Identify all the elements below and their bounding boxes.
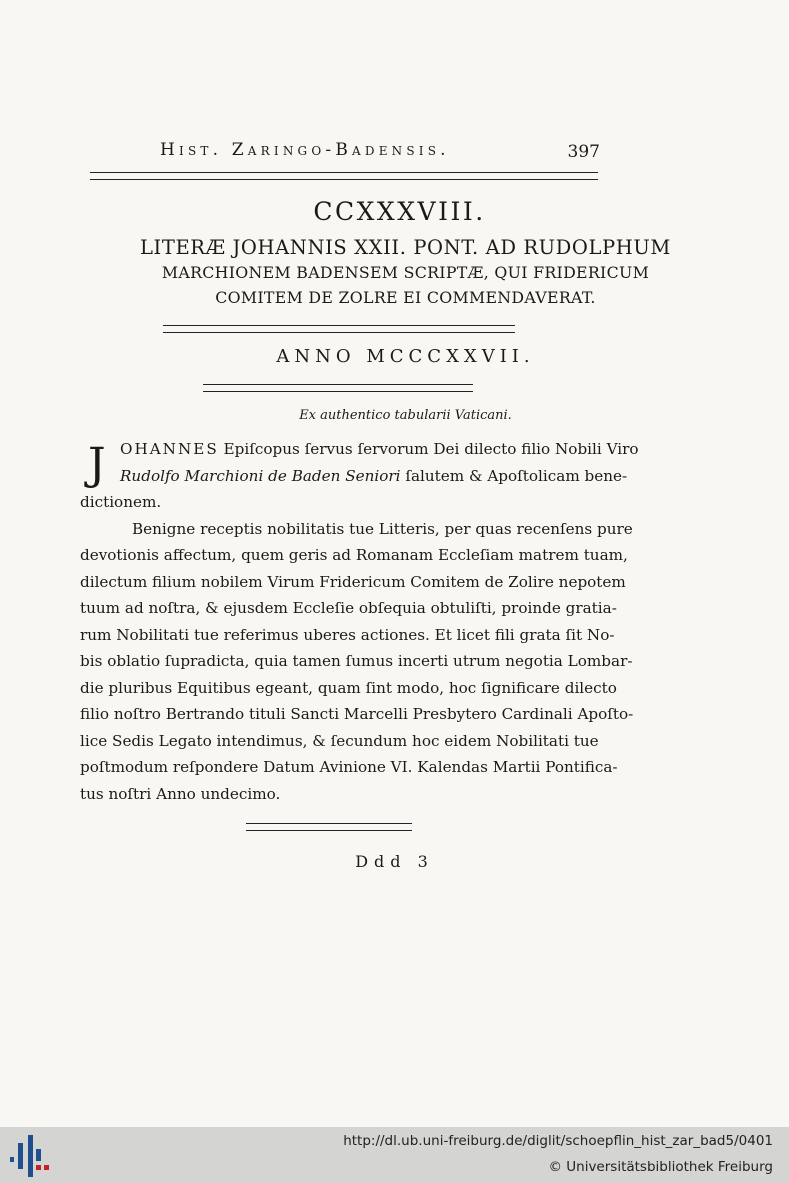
document-numeral: CCXXXVIII. — [313, 197, 486, 226]
paragraph-line: die pluribus Equitibus egeant, quam ſint modo, hoc ſignificare dilecto — [80, 678, 617, 697]
paragraph-line: bis oblatio ſupradicta, quia tamen ſumus incerti utrum negotia Lombar- — [80, 652, 633, 670]
paragraph-line: devotionis affectum, quem geris ad Romanam Eccleſiam matrem tuam, — [80, 546, 628, 564]
paragraph-line: filio noſtro Bertrando tituli Sancti Marcelli Presbytero Cardinali Apoſto- — [80, 705, 634, 723]
letter-line-3: dictionem. — [80, 493, 162, 511]
paragraph-line: lice Sedis Legato intendimus, & ſecundum hoc eidem Nobilitati tue — [80, 731, 599, 750]
source-note: Ex authentico tabularii Vaticani. — [299, 408, 512, 423]
document-year: ANNO MCCCXXVII. — [276, 346, 535, 367]
paragraph-line: tuum ad noſtra, & ejusdem Eccleſie obſequia obtuliſti, proinde gratia- — [80, 599, 617, 617]
line-1-rest: Epiſcopus ſervus ſervorum Dei dilecto filio Nobili Viro — [218, 440, 639, 458]
paragraph-line: dilectum filium nobilem Virum Fridericum Comitem de Zolire nepotem — [80, 572, 626, 591]
viewer-footer — [0, 1127, 789, 1183]
header-double-rule — [90, 172, 598, 180]
title-double-rule — [163, 325, 515, 333]
library-logo-icon — [10, 1135, 50, 1177]
year-double-rule — [203, 384, 473, 392]
drop-cap: J — [88, 439, 106, 490]
page-number: 397 — [567, 142, 600, 162]
letter-body — [80, 436, 639, 807]
document-title-line-3: COMITEM DE ZOLRE EI COMMENDAVERAT. — [215, 288, 596, 307]
running-title: Hist. Zaringo-Badensis. — [160, 140, 450, 160]
closing-double-rule — [246, 823, 412, 831]
paragraph-line-last: tus noſtri Anno undecimo. — [80, 784, 281, 803]
paragraph-line: rum Nobilitati tue referimus uberes actiones. Et licet fili grata ſit No- — [80, 625, 615, 644]
line-2-rest: ſalutem & Apoſtolicam bene- — [400, 466, 628, 485]
opening-caps: OHANNES — [120, 440, 219, 458]
addressee-italic: Rudolfo Marchioni de Baden Seniori — [120, 466, 401, 485]
paragraph-line: Benigne receptis nobilitatis tue Litteris, per quas recenſens pure — [132, 519, 633, 538]
running-head — [160, 138, 600, 164]
paragraph-line: poſtmodum reſpondere Datum Avinione VI. Kalendas Martii Pontifica- — [80, 758, 618, 776]
letter-line-1 — [80, 436, 639, 463]
letter-line-2 — [80, 463, 628, 490]
signature-mark: Ddd 3 — [355, 852, 434, 871]
permalink-url[interactable]: http://dl.ub.uni-freiburg.de/diglit/schoepflin_hist_zar_bad5/0401 — [343, 1133, 773, 1149]
document-title-line-2: MARCHIONEM BADENSEM SCRIPTÆ, QUI FRIDERICUM — [161, 263, 650, 282]
document-title-line-1: LITERÆ JOHANNIS XXII. PONT. AD RUDOLPHUM — [140, 236, 671, 259]
copyright-notice: © Universitätsbibliothek Freiburg — [548, 1159, 773, 1175]
